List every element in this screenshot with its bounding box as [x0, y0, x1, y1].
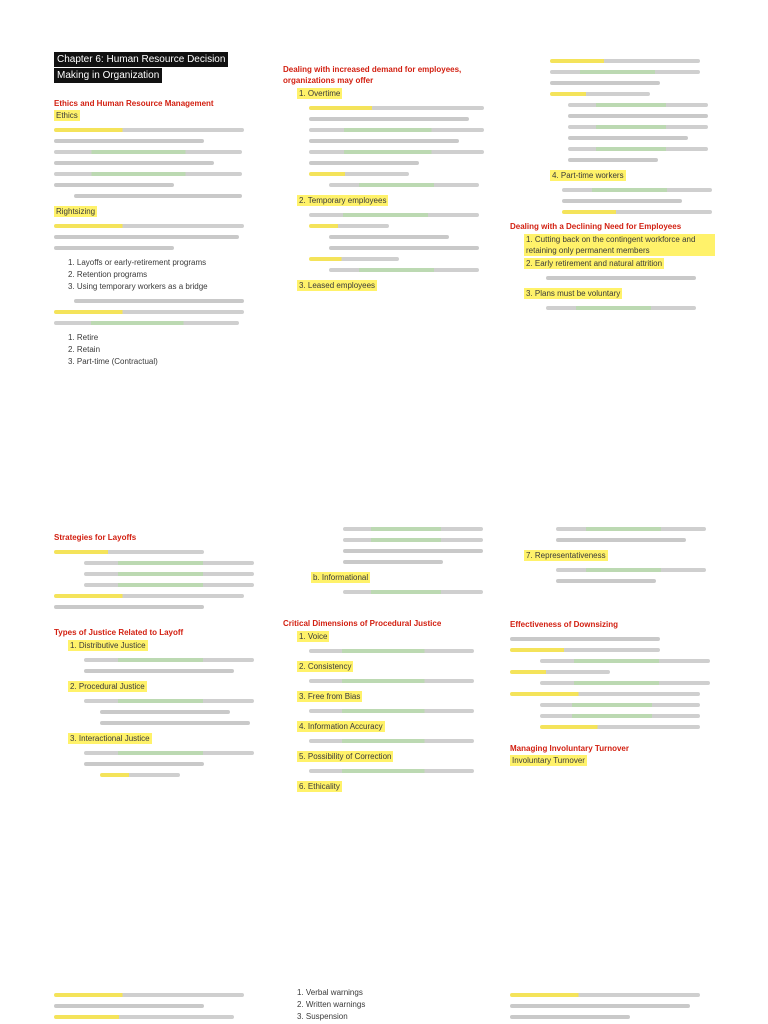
text-line — [309, 649, 474, 653]
list-item: 1. Layoffs or early-retirement programs — [68, 258, 207, 267]
text-line — [309, 172, 409, 176]
text-line — [562, 210, 712, 214]
text-line — [84, 658, 254, 662]
text-line — [550, 92, 650, 96]
subheading: Involuntary Turnover — [512, 756, 585, 765]
text-line — [84, 561, 254, 565]
list-item: 7. Representativeness — [526, 551, 606, 560]
text-line — [329, 183, 479, 187]
list-item: 4. Part-time workers — [552, 171, 624, 180]
text-line — [54, 183, 174, 187]
text-line — [562, 188, 712, 192]
text-line — [343, 590, 483, 594]
text-line — [510, 993, 700, 997]
list-item: 3. Part-time (Contractual) — [68, 357, 158, 366]
column-right — [510, 52, 715, 317]
text-line — [84, 762, 204, 766]
page-row-2 — [0, 520, 768, 850]
column-left — [54, 532, 259, 784]
chapter-title-line-1: Chapter 6: Human Resource Decision — [54, 52, 228, 67]
text-line — [546, 306, 696, 310]
text-line — [100, 773, 180, 777]
list-item: 2. Retention programs — [68, 270, 148, 279]
text-line — [74, 194, 242, 198]
subheading: Ethics — [56, 111, 78, 120]
text-line — [309, 257, 399, 261]
text-line — [343, 549, 483, 553]
text-line — [556, 527, 706, 531]
text-line — [510, 692, 700, 696]
list-item: 1. Cutting back on the contingent workforce and retaining only permanent members — [524, 233, 715, 256]
list-item: 3. Using temporary workers as a bridge — [68, 282, 208, 291]
list-item: 6. Ethicality — [299, 782, 340, 791]
text-line — [329, 268, 479, 272]
text-line — [540, 681, 710, 685]
column-middle — [283, 520, 488, 793]
text-line — [54, 993, 244, 997]
text-line — [54, 1015, 234, 1019]
text-line — [54, 224, 244, 228]
chapter-title-line-2: Making in Organization — [54, 68, 162, 83]
list-item: 2. Consistency — [299, 662, 352, 671]
text-line — [54, 594, 244, 598]
list-item: 1. Retire — [68, 333, 99, 342]
text-line — [556, 579, 656, 583]
text-line — [84, 572, 254, 576]
text-line — [309, 128, 484, 132]
list-item: 4. Information Accuracy — [299, 722, 383, 731]
section-heading: Dealing with a Declining Need for Employees — [510, 222, 682, 231]
list-item: b. Informational — [313, 573, 369, 582]
text-line — [510, 648, 660, 652]
text-line — [540, 725, 700, 729]
text-line — [568, 158, 658, 162]
text-line — [54, 310, 244, 314]
text-line — [309, 161, 419, 165]
list-item: 1. Overtime — [299, 89, 341, 98]
text-line — [84, 669, 234, 673]
list-item: 2. Procedural Justice — [70, 682, 145, 691]
text-line — [309, 213, 479, 217]
text-line — [309, 139, 459, 143]
text-line — [84, 583, 254, 587]
text-line — [100, 721, 250, 725]
section-heading: Types of Justice Related to Layoff — [54, 628, 184, 637]
column-middle — [283, 64, 488, 292]
text-line — [329, 246, 479, 250]
text-line — [309, 106, 484, 110]
text-line — [510, 670, 610, 674]
list-item: 2. Early retirement and natural attrition — [526, 259, 663, 268]
list-item: 2. Written warnings — [297, 1000, 366, 1009]
text-line — [84, 751, 254, 755]
list-item: 3. Free from Bias — [299, 692, 361, 701]
text-line — [309, 150, 484, 154]
text-line — [100, 710, 230, 714]
text-line — [309, 224, 389, 228]
list-item: 2. Retain — [68, 345, 101, 354]
text-line — [309, 739, 474, 743]
text-line — [54, 139, 204, 143]
text-line — [540, 659, 710, 663]
text-line — [54, 150, 242, 154]
list-item: 2. Temporary employees — [299, 196, 387, 205]
text-line — [309, 117, 469, 121]
text-line — [54, 172, 242, 176]
text-line — [309, 679, 474, 683]
text-line — [550, 81, 660, 85]
list-item: 1. Verbal warnings — [297, 988, 363, 997]
section-heading: Strategies for Layoffs — [54, 533, 137, 542]
text-line — [309, 709, 474, 713]
text-line — [510, 637, 660, 641]
text-line — [510, 1004, 690, 1008]
list-item: 5. Possibility of Correction — [299, 752, 392, 761]
text-line — [54, 550, 204, 554]
section-heading: Effectiveness of Downsizing — [510, 620, 619, 629]
text-line — [343, 527, 483, 531]
text-line — [54, 235, 239, 239]
text-line — [54, 161, 214, 165]
list-item: 3. Leased employees — [299, 281, 376, 290]
text-line — [556, 568, 706, 572]
column-middle — [283, 986, 488, 1023]
text-line — [84, 699, 254, 703]
text-line — [329, 235, 449, 239]
list-item: 3. Suspension — [297, 1012, 348, 1021]
text-line — [562, 199, 682, 203]
text-line — [540, 714, 700, 718]
column-right — [510, 520, 715, 766]
text-line — [343, 538, 483, 542]
list-item: 1. Voice — [299, 632, 328, 641]
column-right — [510, 986, 715, 1024]
text-line — [54, 1004, 204, 1008]
section-heading: Managing Involuntary Turnover — [510, 744, 629, 753]
text-line — [54, 605, 204, 609]
column-left — [54, 986, 259, 1024]
text-line — [546, 276, 696, 280]
column-left — [54, 52, 259, 368]
text-line — [74, 299, 244, 303]
text-line — [550, 59, 700, 63]
text-line — [556, 538, 686, 542]
text-line — [510, 1015, 630, 1019]
text-line — [540, 703, 700, 707]
text-line — [54, 321, 239, 325]
section-heading: Critical Dimensions of Procedural Justice — [283, 619, 442, 628]
text-line — [343, 560, 443, 564]
text-line — [550, 70, 700, 74]
section-heading: Dealing with increased demand for employees, organizations may offer — [283, 65, 462, 85]
subheading: Rightsizing — [56, 207, 96, 216]
text-line — [568, 103, 708, 107]
text-line — [568, 136, 688, 140]
text-line — [568, 114, 708, 118]
page-row-1 — [0, 52, 768, 382]
text-line — [568, 125, 708, 129]
section-heading: Ethics and Human Resource Management — [54, 99, 214, 108]
text-line — [568, 147, 708, 151]
list-item: 3. Interactional Justice — [70, 734, 150, 743]
list-item: 3. Plans must be voluntary — [526, 289, 621, 298]
text-line — [54, 128, 244, 132]
list-item: 1. Distributive Justice — [70, 641, 146, 650]
text-line — [54, 246, 174, 250]
text-line — [309, 769, 474, 773]
page-row-3 — [0, 986, 768, 1024]
